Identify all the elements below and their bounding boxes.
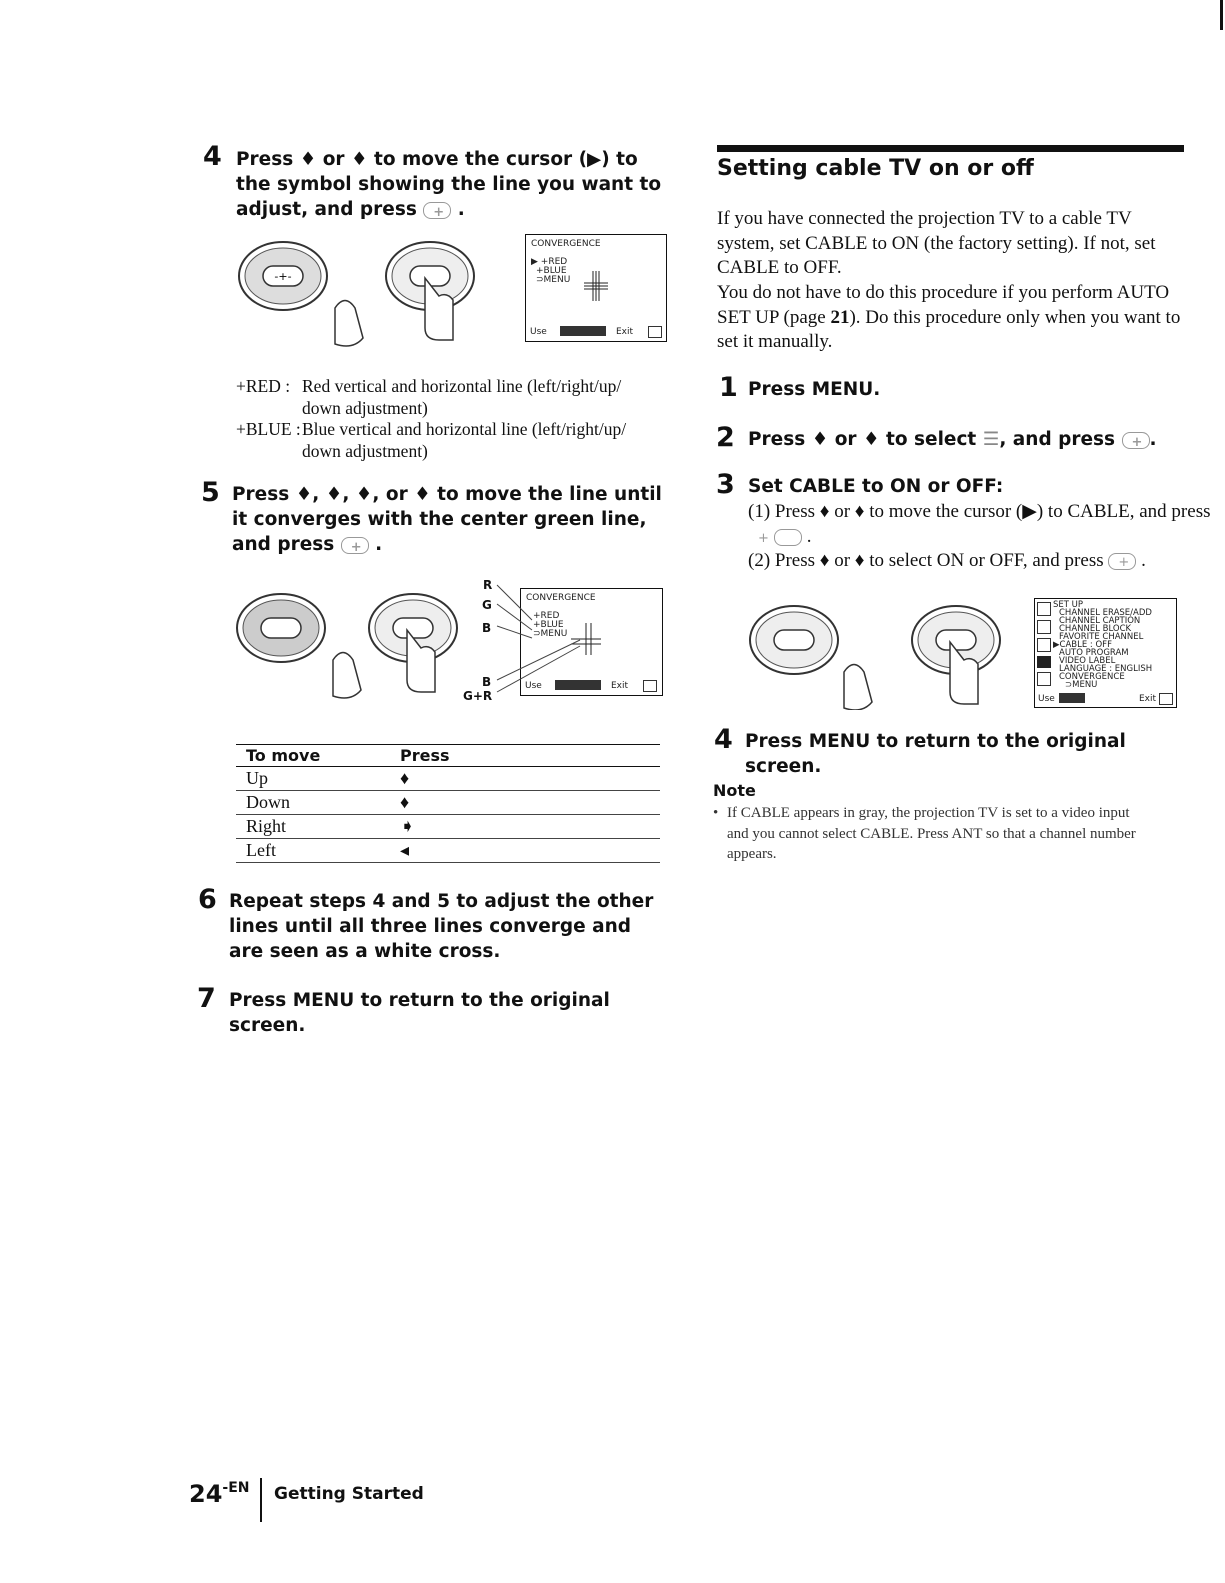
menu-footer-use: Use [1038,694,1055,704]
remote-illustration [235,590,465,700]
convergence-menu-screen [525,234,667,342]
menu-item: ⊃MENU [533,629,568,639]
menu-item: FAVORITE CHANNEL [1059,632,1144,642]
menu-title: CONVERGENCE [526,593,596,603]
menu-item: +RED [533,611,560,621]
menu-title: CONVERGENCE [531,239,601,249]
step-number: 4 [714,724,733,755]
menu-item: ▶ +RED [531,257,568,267]
table-cell: Right [236,815,390,839]
table-cell: Up [236,767,390,791]
menu-button-icon [1159,693,1173,705]
menu-footer-use: Use [530,327,547,337]
intro-paragraph: You do not have to do this procedure if you perform AUTO SET UP (page 21). Do this procedure only when you want to set it manually. [717,282,1181,352]
step-number: 1 [719,372,738,403]
button-icons [1059,693,1085,703]
step-number: 7 [197,983,216,1014]
section-heading: Setting cable TV on or off [717,156,1034,181]
intro-paragraph: If you have connected the projection TV to a cable TV system, set CABLE to ON (the factory setting). If not, set CABLE to OFF. [717,208,1156,278]
crop-mark [1220,0,1223,30]
label-b: B [482,675,492,689]
page-number: $24^{-EN}$ [189,1480,250,1508]
step-instruction: Press ♦, ♦, ♦, or ♦ to move the line until it converges with the center green line, and press + . [232,482,667,557]
table-cell: Left [236,839,390,863]
menu-footer-use: Use [525,681,542,691]
table-row [236,839,660,863]
menu-item: ▶CABLE : OFF [1053,640,1112,650]
definition-item [236,376,666,419]
menu-item: VIDEO LABEL [1059,656,1116,666]
label-g-r: G+R [463,689,493,703]
cable-menu-icon: ☰ [982,429,1000,450]
label-b: B [482,621,492,635]
label-r: R [483,578,493,592]
step-instruction: Press MENU to return to the original screen. [229,990,610,1036]
menu-item: CHANNEL ERASE/ADD [1059,608,1152,618]
table-row [236,767,660,791]
enter-button-icon [341,537,369,554]
menu-icon-column [1037,602,1051,690]
definition-list [236,376,666,462]
menu-item: AUTO PROGRAM [1059,648,1129,658]
step-number: 2 [716,422,735,453]
table-header-row [236,745,660,767]
remote-illustration [748,600,1008,710]
table-header: Press [390,745,660,767]
menu-button-icon [643,680,657,692]
button-icons [560,326,606,336]
definition-item [236,419,666,462]
step-number: 6 [198,884,217,915]
svg-text:-+-: -+- [274,270,292,283]
menu-item: CHANNEL BLOCK [1059,624,1132,634]
menu-footer-exit: Exit [611,681,629,691]
step-number: 4 [203,141,222,172]
menu-item: +BLUE [533,620,564,630]
move-table [236,744,660,863]
definition-term: +RED : [236,376,291,396]
table-cell: Down [236,791,390,815]
crosshair-icon [584,271,608,301]
substep: (1) Press ♦ or ♦ to move the cursor (▶) to CABLE, and press + . [748,500,1214,549]
enter-button-icon [774,529,802,546]
menu-item: LANGUAGE : ENGLISH [1059,664,1153,674]
table-header: To move [236,745,390,767]
menu-list [1053,601,1152,689]
menu-footer-exit: Exit [1139,694,1157,704]
step-instruction: Press ♦ or ♦ to select ☰, and press + . [748,427,1188,452]
table-row [236,791,660,815]
table-cell: ◂ [390,839,660,863]
menu-item: SET UP [1053,600,1084,610]
setup-menu-screen [1034,598,1177,708]
menu-button-icon [648,326,662,338]
step-instruction: Press MENU. [748,379,881,400]
menu-footer-exit: Exit [616,327,634,337]
definition-term: +BLUE : [236,419,301,439]
menu-item: +BLUE [536,266,567,276]
label-g: G [482,598,492,612]
table-cell: ♦ [390,791,660,815]
enter-button-icon [1122,432,1150,449]
remote-illustration [235,238,495,348]
step-instruction: Set CABLE to ON or OFF: [748,476,1004,497]
enter-button-icon [423,202,451,219]
menu-item: ⊃MENU [536,275,571,285]
footer-divider [260,1478,262,1522]
menu-item: CHANNEL CAPTION [1059,616,1141,626]
note-title: Note [713,781,756,800]
menu-item: CONVERGENCE [1059,672,1125,682]
substep: (2) Press ♦ or ♦ to select ON or OFF, and press + . [748,549,1188,574]
step-number: 5 [201,477,220,508]
menu-item: ⊃MENU [1065,680,1098,690]
pointer-lines [492,580,582,700]
footer-section: Getting Started [274,1484,424,1504]
table-cell: ♦ [390,767,660,791]
table-row [236,815,660,839]
note-text: • If CABLE appears in gray, the projection TV is set to a video input and you cannot select CABLE. Press ANT so that a channel number appears. [713,805,1136,862]
table-cell: ➧ [390,815,660,839]
section-rule [717,145,1184,152]
enter-button-icon [1108,553,1136,570]
step-instruction: Repeat steps 4 and 5 to adjust the other lines until all three lines converge and are seen as a white cross. [229,891,654,962]
step-instruction: Press ♦ or ♦ to move the cursor (▶) to the symbol showing the line you want to adjust, and press + . [236,147,666,222]
definition-desc: Red vertical and horizontal line (left/right/up/ down adjustment) [302,376,622,418]
definition-desc: Blue vertical and horizontal line (left/right/up/ down adjustment) [302,419,627,461]
step-number: 3 [716,469,735,500]
step-instruction: Press MENU to return to the original screen. [745,731,1126,777]
